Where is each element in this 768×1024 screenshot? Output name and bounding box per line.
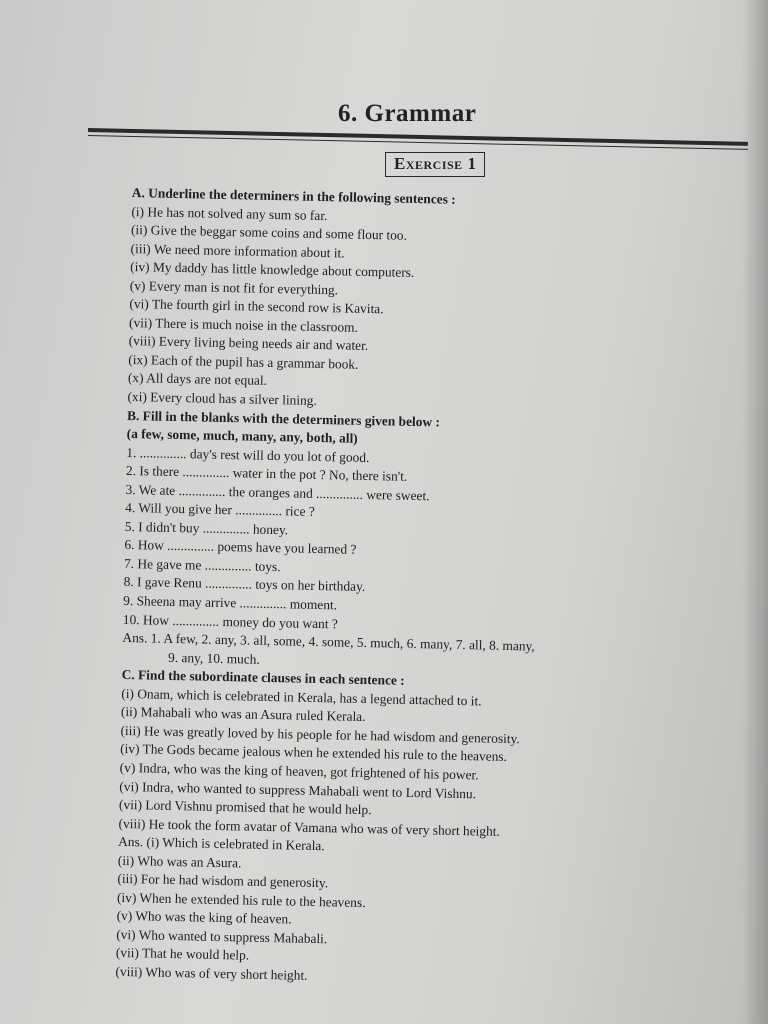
section-b-item: 4. Will you give her .............. rice ? — [125, 500, 315, 520]
section-c-answer: (ii) Who was an Asura. — [117, 852, 242, 871]
section-c-answer: (iv) When he extended his rule to the heavens. — [116, 889, 366, 910]
section-b-item: 8. I gave Renu .............. toys on her birthday. — [123, 574, 366, 595]
section-a-item: (ix) Each of the pupil has a grammar book. — [128, 351, 359, 372]
section-c-answer: (iii) For he had wisdom and generosity. — [117, 871, 329, 891]
section-c-item: (vii) Lord Vishnu promised that he would help. — [118, 796, 372, 818]
page-edge-shadow — [742, 0, 768, 1024]
section-c-answer: (viii) Who was of very short height. — [115, 963, 308, 983]
section-b-heading: B. Fill in the blanks with the determiners given below : — [127, 407, 441, 430]
section-a-item: (ii) Give the beggar some coins and some flour too. — [130, 222, 408, 243]
section-c-item: (i) Onam, which is celebrated in Kerala, has a legend attached to it. — [121, 685, 482, 709]
section-b-item: 10. How .............. money do you want ? — [122, 611, 338, 631]
exercise-label: Exercise 1 — [385, 152, 485, 177]
chapter-title: 6. Grammar — [338, 100, 477, 127]
section-c-item: (v) Indra, who was the king of heaven, got frightened of his power. — [119, 759, 479, 783]
section-c-answer: (vi) Who wanted to suppress Mahabali. — [116, 926, 328, 947]
section-b-item: 7. He gave me .............. toys. — [123, 555, 281, 575]
section-b-item: 6. How .............. poems have you learned ? — [124, 537, 357, 558]
section-c-item: (iv) The Gods became jealous when he extended his rule to the heavens. — [120, 741, 508, 765]
section-a-item: (vi) The fourth girl in the second row is Kavita. — [129, 296, 384, 317]
section-b-item: 2. Is there .............. water in the pot ? No, there isn't. — [125, 463, 408, 485]
section-b-item: 3. We ate .............. the oranges and .............. were sweet. — [125, 481, 430, 504]
section-a-item: (viii) Every living being needs air and water. — [128, 333, 369, 354]
section-a-item: (vii) There is much noise in the classroom. — [128, 314, 359, 335]
section-b-answer-continued: 9. any, 10. much. — [167, 649, 260, 667]
section-c-item: (viii) He took the form avatar of Vamana who was of very short height. — [118, 815, 500, 839]
section-b-item: 5. I didn't buy .............. honey. — [124, 518, 289, 538]
section-a-item: (iii) We need more information about it. — [130, 240, 345, 261]
section-a-item: (iv) My daddy has little knowledge about computers. — [130, 259, 415, 281]
section-b-item: 1. .............. day's rest will do you lot of good. — [126, 444, 370, 465]
section-c-answer: (vii) That he would help. — [115, 945, 250, 964]
section-c-answer: (v) Who was the king of heaven. — [116, 908, 292, 927]
section-a-item: (xi) Every cloud has a silver lining. — [127, 388, 317, 408]
section-b-answer: Ans. 1. A few, 2. any, 3. all, some, 4. some, 5. much, 6. many, 7. all, 8. many, — [122, 630, 535, 654]
section-c-item: (ii) Mahabali who was an Asura ruled Kerala. — [120, 704, 366, 725]
section-b-options: (a few, some, much, many, any, both, all) — [126, 426, 358, 446]
section-c-item: (iii) He was greatly loved by his people for he had wisdom and generosity. — [120, 722, 520, 747]
section-b-item: 9. Sheena may arrive .............. moment. — [123, 592, 338, 613]
section-c-heading: C. Find the subordinate clauses in each sentence : — [121, 667, 405, 689]
section-a-item: (v) Every man is not fit for everything. — [129, 277, 339, 298]
section-c-answer: Ans. (i) Which is celebrated in Kerala. — [118, 833, 325, 854]
section-a-item: (x) All days are not equal. — [127, 370, 268, 389]
exercise-content — [115, 184, 752, 994]
section-a-item: (i) He has not solved any sum so far. — [131, 203, 328, 223]
section-a-heading: A. Underline the determiners in the following sentences : — [131, 184, 456, 207]
section-c-item: (vi) Indra, who wanted to suppress Mahabali went to Lord Vishnu. — [119, 778, 477, 801]
